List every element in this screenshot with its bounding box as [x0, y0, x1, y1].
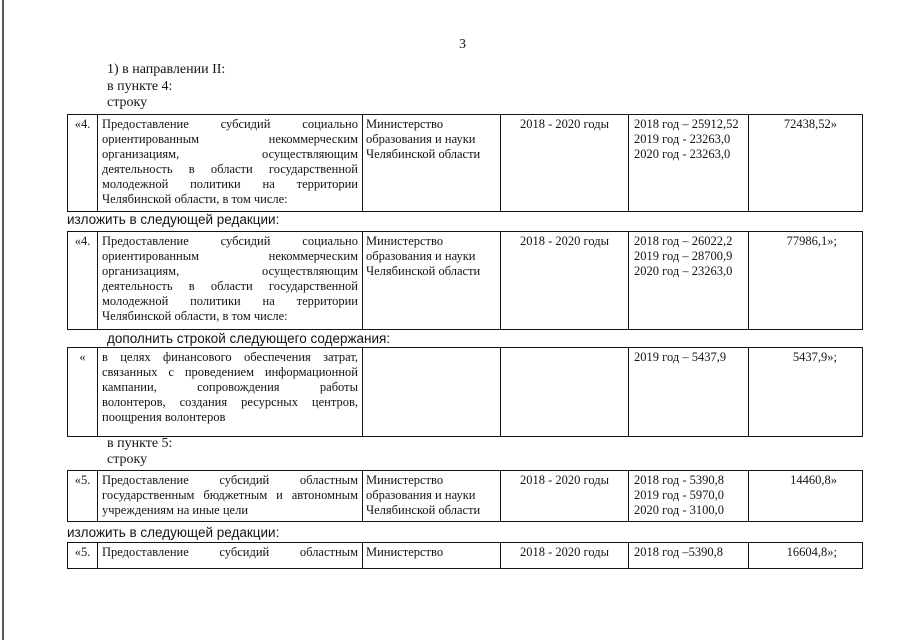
description-line: Предоставление субсидий социально: [102, 117, 358, 131]
row-number: «: [68, 348, 98, 436]
executor-line: образования и науки: [366, 488, 476, 502]
description-line: Предоставление субсидий областным: [102, 473, 358, 487]
executor-line: Челябинской области: [366, 503, 481, 517]
row-description: [98, 115, 363, 211]
description-line: волонтеров, создания ресурсных центров,: [102, 395, 358, 409]
add-row-instruction: дополнить строкой следующего содержания:: [107, 331, 391, 346]
row-total: 5437,9»;: [792, 350, 837, 364]
amount-line: 2019 год – 28700,9: [634, 249, 733, 263]
row-description: [98, 471, 363, 521]
row-amounts-by-year: [629, 232, 749, 329]
row-executor: [363, 115, 501, 211]
description-line: деятельность в области государственной: [102, 279, 358, 293]
direction-heading: 1) в направлении II:: [107, 62, 226, 77]
point-5-heading: в пункте 5:: [107, 436, 173, 451]
amount-line: 2018 год - 5390,8: [634, 473, 724, 487]
row-period: 2018 - 2020 годы: [501, 232, 629, 329]
row-executor: [363, 471, 501, 521]
row-period: [501, 348, 629, 436]
point-4-heading: в пункте 4:: [107, 79, 173, 94]
row-executor: [363, 348, 501, 436]
executor-line: Министерство: [366, 473, 444, 487]
description-line: Предоставление субсидий областным: [102, 545, 358, 559]
executor-line: Министерство: [366, 234, 444, 248]
description-line: организациям, осуществляющим: [102, 264, 358, 278]
scan-edge-line: [2, 0, 4, 640]
table-row-point5-original: [67, 470, 863, 522]
amount-line: 2018 год – 26022,2: [634, 234, 733, 248]
description-line: в целях финансового обеспечения затрат,: [102, 350, 358, 364]
description-line: связанных с проведением информационной: [102, 365, 358, 379]
row-period: 2018 - 2020 годы: [501, 471, 629, 521]
row-number: «5.: [68, 471, 98, 521]
row-number: «5.: [68, 543, 98, 568]
row-number: «4.: [68, 115, 98, 211]
description-line: Предоставление субсидий социально: [102, 234, 358, 248]
description-line: кампании, сопровождения работы: [102, 380, 358, 394]
row-description: [98, 543, 363, 568]
description-line: ориентированным некоммерческим: [102, 249, 358, 263]
replace-instruction: изложить в следующей редакции:: [67, 212, 280, 227]
point-5-row-label: строку: [107, 452, 148, 467]
row-total: 72438,52»: [783, 117, 837, 131]
amount-line: 2019 год - 5970,0: [634, 488, 724, 502]
row-executor: [363, 543, 501, 568]
amount-line: 2020 год – 23263,0: [634, 264, 733, 278]
row-description: [98, 348, 363, 436]
amount-line: 2020 год - 23263,0: [634, 147, 731, 161]
row-amounts-by-year: [629, 115, 749, 211]
row-period: 2018 - 2020 годы: [501, 543, 629, 568]
amount-line: 2020 год - 3100,0: [634, 503, 724, 517]
description-line: Челябинской области, в том числе:: [102, 309, 288, 323]
row-total: 14460,8»: [790, 473, 837, 487]
row-period: 2018 - 2020 годы: [501, 115, 629, 211]
description-line: государственным бюджетным и автономным: [102, 488, 358, 502]
row-amounts-by-year: [629, 348, 749, 436]
executor-line: Челябинской области: [366, 147, 481, 161]
table-row-point4-new: [67, 231, 863, 330]
row-executor: [363, 232, 501, 329]
description-line: организациям, осуществляющим: [102, 147, 358, 161]
description-line: поощрения волонтеров: [102, 410, 226, 424]
amount-line: 2019 год - 23263,0: [634, 132, 731, 146]
row-amounts-by-year: [629, 471, 749, 521]
amount-line: 2018 год – 25912,52: [634, 117, 739, 131]
description-line: ориентированным некоммерческим: [102, 132, 358, 146]
description-line: Челябинской области, в том числе:: [102, 192, 288, 206]
executor-line: образования и науки: [366, 132, 476, 146]
row-total: 77986,1»;: [786, 234, 837, 248]
replace-instruction: изложить в следующей редакции:: [67, 525, 280, 540]
executor-line: Министерство: [366, 117, 444, 131]
page-number: 3: [459, 37, 466, 52]
description-line: деятельность в области государственной: [102, 162, 358, 176]
executor-line: Министерство: [366, 545, 444, 559]
description-line: молодежной политики на территории: [102, 294, 358, 308]
point-4-row-label: строку: [107, 95, 148, 110]
executor-line: образования и науки: [366, 249, 476, 263]
row-total: 16604,8»;: [786, 545, 837, 559]
amount-line: 2019 год – 5437,9: [634, 350, 727, 364]
amount-line: 2018 год –5390,8: [634, 545, 723, 559]
table-row-point5-new: [67, 542, 863, 569]
table-row-point4-added: [67, 347, 863, 437]
description-line: молодежной политики на территории: [102, 177, 358, 191]
row-description: [98, 232, 363, 329]
row-number: «4.: [68, 232, 98, 329]
description-line: учреждениям на иные цели: [102, 503, 249, 517]
table-row-point4-original: [67, 114, 863, 212]
row-amounts-by-year: [629, 543, 749, 568]
executor-line: Челябинской области: [366, 264, 481, 278]
